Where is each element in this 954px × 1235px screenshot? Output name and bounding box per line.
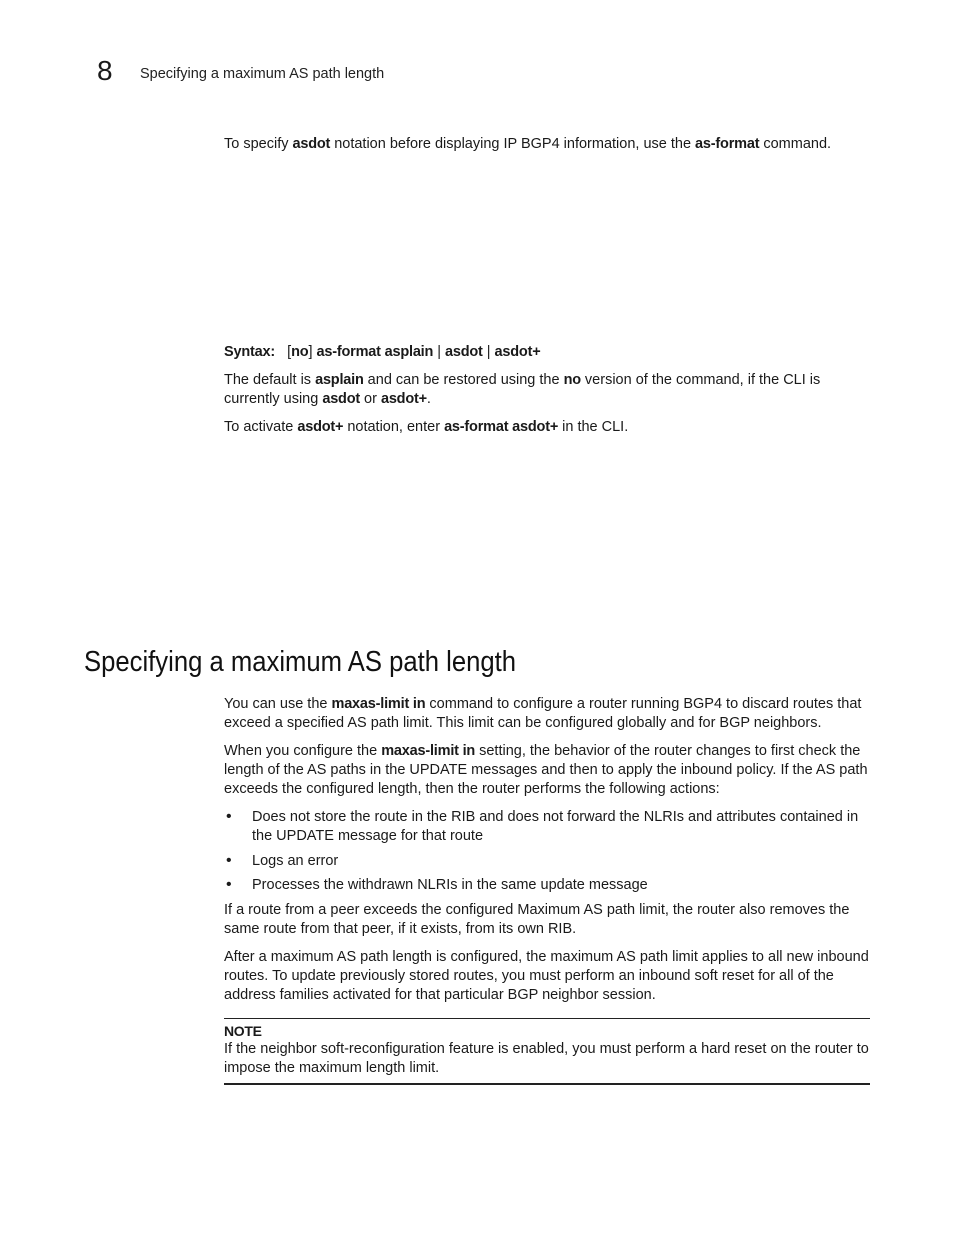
running-header: Specifying a maximum AS path length: [140, 66, 385, 82]
separator: |: [437, 344, 441, 360]
syntax-line: [224, 343, 872, 362]
section-heading: Specifying a maximum AS path length: [84, 646, 517, 678]
section-paragraph-2: [224, 742, 872, 799]
note-text: If the neighbor soft-reconfiguration feature is enabled, you must perform a hard reset on the router to impose the maximum length limit.: [224, 1041, 869, 1076]
note-box: [224, 1018, 870, 1085]
syntax-label: Syntax:: [224, 344, 275, 360]
bullet-list: [224, 808, 872, 895]
keyword-no: no: [563, 372, 581, 388]
text: or: [360, 391, 381, 407]
text: The default is: [224, 372, 316, 388]
text: and can be restored using the: [363, 372, 564, 388]
list-item: [224, 876, 872, 895]
separator: |: [486, 344, 491, 360]
list-item-text: Does not store the route in the RIB and does not forward the NLRIs and attributes contained in the UPDATE message for that route: [252, 809, 859, 844]
keyword-no: no: [291, 344, 309, 360]
text: .: [426, 391, 431, 407]
list-item: [224, 852, 872, 871]
text: notation, enter: [343, 419, 445, 435]
text: version of the command, if the CLI is currently using: [224, 372, 821, 407]
keyword-maxas-limit-in: maxas-limit in: [331, 696, 426, 712]
list-item: [224, 808, 872, 846]
text: To specify: [224, 136, 293, 152]
bullet-icon: •: [226, 808, 232, 825]
syntax-command: as-format asplain: [316, 344, 434, 360]
keyword-asdot-plus: asdot+: [297, 419, 344, 435]
keyword-asdot: asdot: [292, 136, 331, 152]
list-item-text: Processes the withdrawn NLRIs in the same update message: [252, 877, 648, 893]
text: in the CLI.: [558, 419, 629, 435]
text: command to configure a router running BGP4 to discard routes that exceed a specified AS path limit. This limit can be configured globally and for BGP neighbors.: [224, 696, 862, 731]
section-paragraph-1: [224, 695, 872, 733]
syntax-option-asdot: asdot: [445, 344, 483, 360]
text: setting, the behavior of the router changes to first check the length of the AS paths in the UPDATE messages and then to apply the inbound policy. If the AS path exceeds the configured length, then the router performs the following actions:: [224, 743, 868, 797]
keyword-maxas-limit-in: maxas-limit in: [381, 743, 476, 759]
keyword-asdot: asdot: [322, 391, 360, 407]
bullet-icon: •: [226, 852, 232, 869]
text: notation before displaying IP BGP4 information, use the: [330, 136, 696, 152]
section-body: [224, 695, 872, 1005]
text: To activate: [224, 419, 298, 435]
activate-paragraph: [224, 418, 872, 437]
text: command.: [759, 136, 832, 152]
list-item-text: Logs an error: [252, 853, 339, 869]
syntax-option-asdot-plus: asdot+: [494, 344, 541, 360]
section-paragraph-3: If a route from a peer exceeds the configured Maximum AS path limit, the router also removes the same route from that peer, if it exists, from its own RIB.: [224, 902, 850, 937]
keyword-as-format-asdot-plus: as-format asdot+: [444, 419, 559, 435]
text: You can use the: [224, 696, 332, 712]
bracket: ]: [308, 344, 313, 360]
bullet-icon: •: [226, 876, 232, 893]
default-paragraph: [224, 371, 872, 409]
keyword-asdot-plus: asdot+: [380, 391, 427, 407]
bracket: [: [287, 344, 292, 360]
keyword-as-format: as-format: [695, 136, 760, 152]
text: When you configure the: [224, 743, 382, 759]
note-title: NOTE: [224, 1023, 262, 1039]
intro-paragraph: [224, 135, 872, 154]
chapter-number: 8: [97, 55, 113, 86]
keyword-asplain: asplain: [315, 372, 364, 388]
section-paragraph-4: After a maximum AS path length is configured, the maximum AS path limit applies to all new inbound routes. To update previously stored routes, you must perform an inbound soft reset for all of the address families activated for that particular BGP neighbor session.: [224, 949, 869, 1003]
